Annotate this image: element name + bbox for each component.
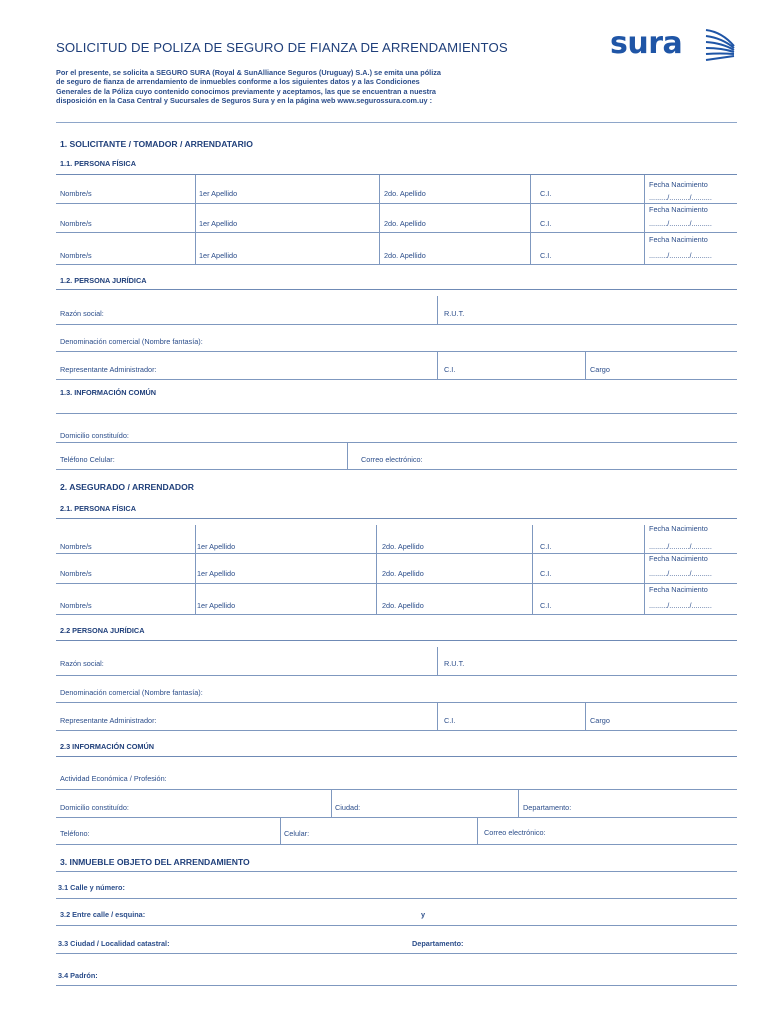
field-correo[interactable]: Correo electrónico: [484,828,546,837]
field-razon-social[interactable]: Razón social: [60,309,104,318]
field-ci[interactable]: C.I. [444,716,456,725]
col-divider [644,525,645,614]
row-line [56,871,737,872]
field-ci[interactable]: C.I. [540,569,552,578]
field-nombre[interactable]: Nombre/s [60,601,92,610]
row-line [56,675,737,676]
field-ci[interactable]: C.I. [540,219,552,228]
field-entre-calle[interactable]: 3.2 Entre calle / esquina: [60,910,146,919]
field-fecha-nacimiento[interactable]: Fecha Nacimiento [649,585,708,594]
row-line [56,469,737,470]
section2-sub2: 2.2 PERSONA JURÍDICA [60,626,145,635]
field-cargo[interactable]: Cargo [590,365,610,374]
intro-line: Por el presente, se solicita a SEGURO SURA (Royal & SunAlliance Seguros (Uruguay) S.A.) se emita una póliza [56,68,441,77]
field-fecha-blank[interactable]: ........./........../.......... [649,569,712,578]
row-line [56,442,737,443]
field-departamento[interactable]: Departamento: [523,803,572,812]
section1-sub2: 1.2. PERSONA JURÍDICA [60,276,147,285]
field-apellido1[interactable]: 1er Apellido [197,542,236,551]
col-divider [437,647,438,675]
field-nombre[interactable]: Nombre/s [60,189,92,198]
row-line [56,324,737,325]
col-divider [331,790,332,817]
row-line [56,379,737,380]
row-line [56,203,737,204]
field-correo[interactable]: Correo electrónico: [361,455,423,464]
divider [56,756,737,757]
field-telefono[interactable]: Teléfono: [60,829,90,838]
field-nombre[interactable]: Nombre/s [60,569,92,578]
field-nombre[interactable]: Nombre/s [60,251,92,260]
field-ci[interactable]: C.I. [540,601,552,610]
field-apellido2[interactable]: 2do. Apellido [382,569,424,578]
col-divider [379,175,380,264]
field-ci[interactable]: C.I. [444,365,456,374]
field-ciudad[interactable]: Ciudad: [335,803,361,812]
field-razon-social[interactable]: Razón social: [60,659,104,668]
col-divider [347,443,348,469]
row-line [56,953,737,954]
col-divider [195,525,196,614]
divider [56,174,737,175]
field-denominacion[interactable]: Denominación comercial (Nombre fantasía): [60,337,203,346]
field-celular[interactable]: Celular: [284,829,310,838]
col-divider [437,351,438,379]
col-divider [518,790,519,817]
col-divider [280,818,281,844]
intro-line: de seguro de fianza de arrendamiento de inmuebles conforme a los siguientes datos y a las Condiciones [56,77,420,87]
field-fecha-nacimiento[interactable]: Fecha Nacimiento [649,554,708,563]
field-ci[interactable]: C.I. [540,251,552,260]
form-title: SOLICITUD DE POLIZA DE SEGURO DE FIANZA DE ARRENDAMIENTOS [56,40,508,55]
row-line [56,232,737,233]
section1-sub1: 1.1. PERSONA FÍSICA [60,159,136,168]
intro-paragraph [56,68,526,106]
logo-wing-icon [704,26,744,68]
row-line [56,351,737,352]
row-line [56,702,737,703]
field-rut[interactable]: R.U.T. [444,309,465,318]
section2-sub3: 2.3 INFORMACIÓN COMÚN [60,742,155,751]
row-line [56,413,737,414]
col-divider [477,818,478,844]
col-divider [532,525,533,614]
field-fecha-blank[interactable]: ........./........../.......... [649,601,712,610]
row-line [56,583,737,584]
field-padron[interactable]: 3.4 Padrón: [58,971,98,980]
field-departamento[interactable]: Departamento: [412,939,464,948]
field-domicilio[interactable]: Domicilio constituído: [60,431,129,440]
field-fecha-nacimiento[interactable]: Fecha Nacimiento [649,235,708,244]
field-actividad[interactable]: Actividad Económica / Profesión: [60,774,167,783]
field-apellido1[interactable]: 1er Apellido [197,569,236,578]
col-divider [195,175,196,264]
section2-sub1: 2.1. PERSONA FÍSICA [60,504,136,513]
field-fecha-blank[interactable]: ........./........../.......... [649,193,712,202]
row-line [56,553,737,554]
field-representante[interactable]: Representante Administrador: [60,365,157,374]
header-divider [56,122,737,123]
row-line [56,817,737,818]
col-divider [530,175,531,264]
section1-title: 1. SOLICITANTE / TOMADOR / ARRENDATARIO [60,139,253,149]
row-line [56,264,737,265]
field-fecha-blank[interactable]: ........./........../.......... [649,219,712,228]
divider [56,289,737,290]
field-representante[interactable]: Representante Administrador: [60,716,157,725]
section3-title: 3. INMUEBLE OBJETO DEL ARRENDAMIENTO [60,857,250,867]
logo-wordmark: sura [610,26,683,61]
divider [56,640,737,641]
field-nombre[interactable]: Nombre/s [60,219,92,228]
intro-line: Generales de la Póliza cuyo contenido conocimos previamente y aceptamos, las que se encuentran a nuestra [56,86,436,96]
col-divider [376,525,377,614]
sura-logo [610,26,732,68]
field-apellido1[interactable]: 1er Apellido [199,189,238,198]
field-calle[interactable]: 3.1 Calle y número: [58,883,125,892]
field-apellido2[interactable]: 2do. Apellido [384,189,426,198]
field-nombre[interactable]: Nombre/s [60,542,92,551]
field-y: y [421,910,426,919]
field-apellido1[interactable]: 1er Apellido [199,251,238,260]
field-ciudad-localidad[interactable]: 3.3 Ciudad / Localidad catastral: [58,939,170,948]
row-line [56,985,737,986]
section2-title: 2. ASEGURADO / ARRENDADOR [60,482,195,492]
row-line [56,730,737,731]
field-fecha-blank[interactable]: ........./........../.......... [649,542,712,551]
field-apellido2[interactable]: 2do. Apellido [384,251,426,260]
intro-line: disposición en la Casa Central y Sucursales de Seguros Sura y en la página web www.segurossura.com.uy : [56,96,433,106]
row-line [56,925,737,926]
field-telefono-celular[interactable]: Teléfono Celular: [60,455,115,464]
field-apellido2[interactable]: 2do. Apellido [382,601,424,610]
section1-sub3: 1.3. INFORMACIÓN COMÚN [60,388,157,397]
field-denominacion[interactable]: Denominación comercial (Nombre fantasía): [60,688,203,697]
col-divider [585,702,586,730]
field-domicilio[interactable]: Domicilio constituído: [60,803,129,812]
row-line [56,614,737,615]
field-ci[interactable]: C.I. [540,542,552,551]
col-divider [437,296,438,324]
field-ci[interactable]: C.I. [540,189,552,198]
col-divider [644,175,645,264]
row-line [56,844,737,845]
field-apellido2[interactable]: 2do. Apellido [384,219,426,228]
field-apellido1[interactable]: 1er Apellido [199,219,238,228]
field-fecha-blank[interactable]: ........./........../.......... [649,251,712,260]
field-cargo[interactable]: Cargo [590,716,610,725]
field-fecha-nacimiento[interactable]: Fecha Nacimiento [649,524,708,533]
col-divider [585,351,586,379]
field-apellido1[interactable]: 1er Apellido [197,601,236,610]
row-line [56,789,737,790]
field-rut[interactable]: R.U.T. [444,659,465,668]
divider [56,518,737,519]
field-fecha-nacimiento[interactable]: Fecha Nacimiento [649,205,708,214]
field-fecha-nacimiento[interactable]: Fecha Nacimiento [649,180,708,189]
field-apellido2[interactable]: 2do. Apellido [382,542,424,551]
col-divider [437,702,438,730]
row-line [56,898,737,899]
